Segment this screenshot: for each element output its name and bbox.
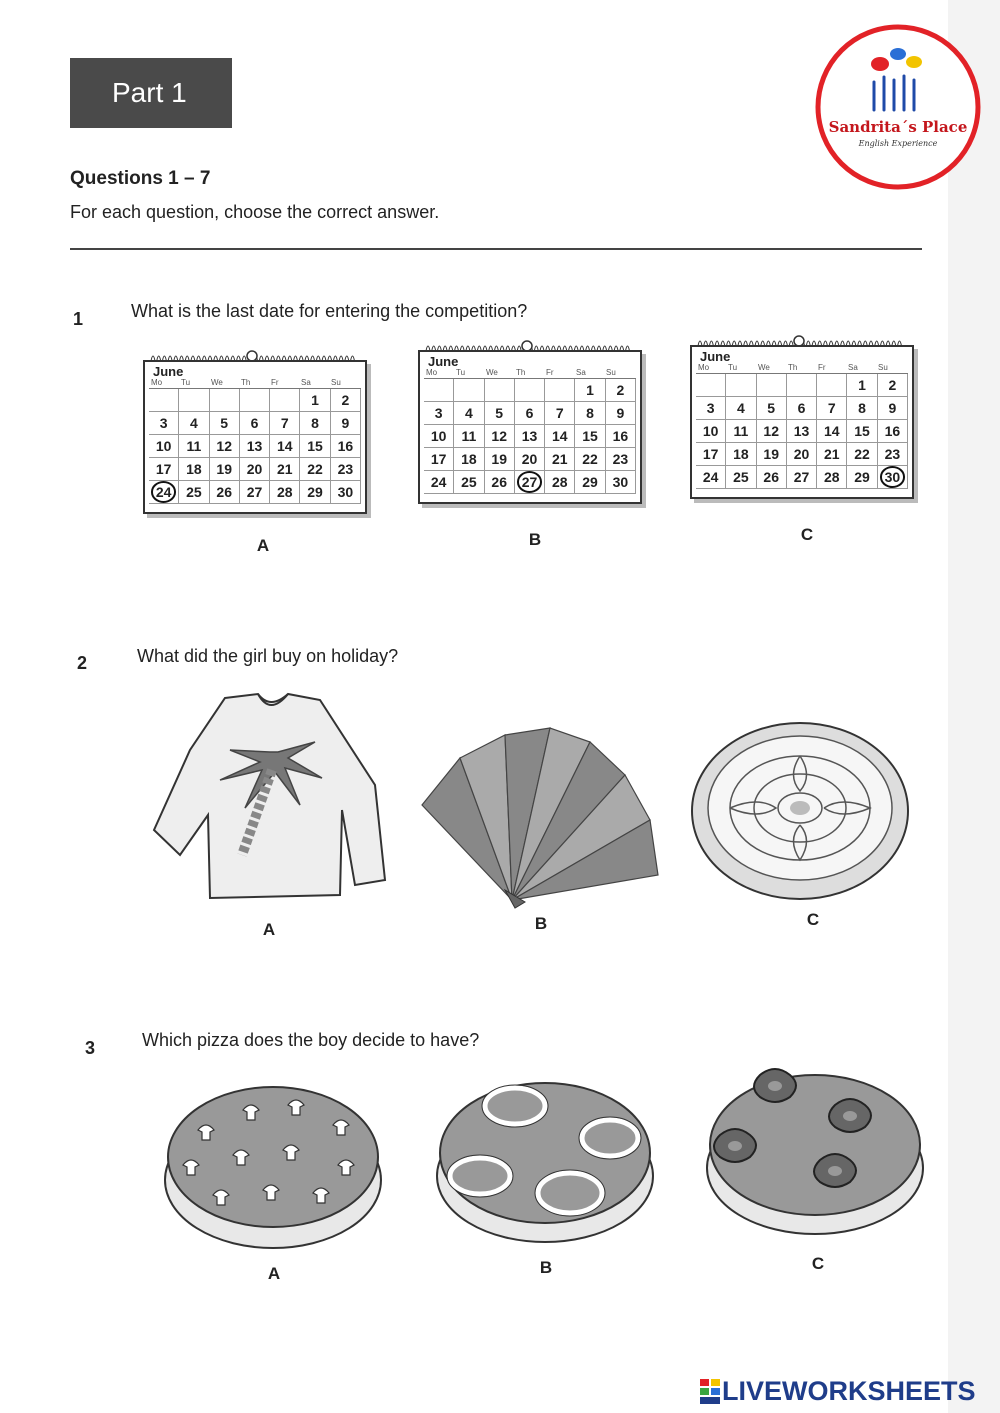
calendar-day-number: 5 [495, 405, 504, 421]
calendar-day [545, 448, 575, 471]
calendar-day [424, 425, 454, 448]
calendar-day [424, 379, 454, 402]
calendar-day-number: 26 [491, 474, 507, 490]
calendar-day-number: 9 [888, 400, 897, 416]
weekday-label: Su [606, 368, 616, 377]
calendar-day [757, 374, 787, 397]
calendar-day [515, 425, 545, 448]
weekday-label: Sa [848, 363, 858, 372]
q2-option-b-letter[interactable]: B [534, 914, 548, 933]
calendar-day-number: 2 [888, 377, 897, 393]
calendar-day [696, 443, 726, 466]
calendar-day [878, 397, 908, 420]
calendar-day [696, 397, 726, 420]
folding-fan-image[interactable] [420, 720, 665, 910]
calendar-day [575, 402, 605, 425]
divider [70, 248, 922, 250]
calendar-day [424, 402, 454, 425]
question-3-number: 3 [85, 1038, 96, 1058]
sandritas-place-logo [808, 22, 988, 192]
calendar-option-a[interactable] [143, 350, 368, 520]
calendar-day [270, 481, 300, 504]
calendar-day [575, 471, 605, 494]
calendar-weekdays [151, 378, 361, 387]
calendar-day [787, 397, 817, 420]
calendar-day [210, 389, 240, 412]
calendar-day-number: 29 [582, 474, 598, 490]
calendar-day [696, 374, 726, 397]
calendar-day [300, 412, 330, 435]
weekday-label: Th [788, 363, 798, 372]
weekday-label: Su [878, 363, 888, 372]
calendar-day [817, 466, 847, 489]
calendar-day-number: 3 [706, 400, 715, 416]
calendar-day-number: 4 [465, 405, 473, 421]
calendar-day-number: 30 [880, 466, 906, 488]
weekday-label: Mo [151, 378, 163, 387]
calendar-day-number: 18 [461, 451, 477, 467]
calendar-day [787, 374, 817, 397]
calendar-day [331, 389, 361, 412]
calendar-page [418, 350, 642, 504]
calendar-day [300, 481, 330, 504]
calendar-day-number: 24 [430, 474, 447, 490]
q2-option-c-letter[interactable]: C [806, 910, 820, 929]
calendar-day-number: 8 [858, 400, 866, 416]
calendar-day-number: 19 [491, 451, 507, 467]
calendar-day-number: 16 [337, 438, 354, 454]
pepper-pizza-image[interactable] [700, 1060, 935, 1240]
calendar-day [515, 402, 545, 425]
calendar-day-number: 1 [858, 377, 866, 393]
calendar-day-circled [878, 466, 908, 489]
calendar-day-number: 3 [434, 405, 443, 421]
calendar-day [485, 402, 515, 425]
calendar-weekdays [426, 368, 636, 377]
calendar-day-number: 11 [186, 438, 202, 454]
calendar-day-number: 10 [702, 423, 719, 439]
calendar-day-number: 29 [307, 484, 323, 500]
q3-option-a-letter[interactable]: A [267, 1264, 281, 1283]
calendar-day [240, 481, 270, 504]
calendar-day [575, 425, 605, 448]
calendar-day [847, 397, 877, 420]
part-tab: Part 1 [70, 58, 232, 128]
weekday-label: Tu [181, 378, 191, 387]
calendar-day-number: 18 [186, 461, 202, 477]
calendar-day [817, 420, 847, 443]
question-3-text: Which pizza does the boy decide to have? [142, 1030, 480, 1050]
calendar-grid [149, 388, 361, 504]
logo-title: Sandrita´s Place [828, 118, 968, 136]
calendar-day-number: 14 [276, 438, 293, 454]
calendar-day-number: 16 [612, 428, 629, 444]
calendar-day [515, 379, 545, 402]
calendar-day-number: 17 [430, 451, 447, 467]
calendar-day-circled [149, 481, 179, 504]
calendar-day-number: 18 [733, 446, 749, 462]
decorated-plate-image[interactable] [688, 716, 913, 906]
calendar-day-number: 19 [216, 461, 232, 477]
calendar-day [179, 435, 209, 458]
weekday-label: Tu [456, 368, 466, 377]
calendar-day [240, 412, 270, 435]
calendar-day-number: 23 [612, 451, 629, 467]
calendar-day [485, 425, 515, 448]
calendar-day [817, 374, 847, 397]
calendar-day-number: 8 [586, 405, 594, 421]
palm-tree-shirt-image[interactable] [150, 690, 390, 905]
q1-option-b-letter[interactable]: B [528, 530, 542, 549]
calendar-day-number: 17 [155, 461, 172, 477]
calendar-month: June [428, 354, 459, 369]
calendar-day-number: 12 [491, 428, 507, 444]
calendar-day-number: 4 [737, 400, 745, 416]
calendar-day [149, 435, 179, 458]
calendar-grid [424, 378, 636, 494]
calendar-day [787, 466, 817, 489]
calendar-day-number: 15 [582, 428, 598, 444]
calendar-day [847, 466, 877, 489]
calendar-page [690, 345, 914, 499]
calendar-day [847, 443, 877, 466]
weekday-label: Mo [698, 363, 710, 372]
calendar-day [331, 458, 361, 481]
calendar-day [878, 443, 908, 466]
calendar-day-number: 6 [525, 405, 534, 421]
weekday-label: Th [241, 378, 251, 387]
calendar-day [787, 420, 817, 443]
calendar-day-number: 10 [430, 428, 447, 444]
section-heading: Questions 1 – 7 [70, 168, 211, 189]
calendar-day [454, 379, 484, 402]
calendar-day-number: 11 [461, 428, 477, 444]
calendar-day-number: 21 [276, 461, 293, 477]
calendar-day [270, 435, 300, 458]
calendar-day [300, 435, 330, 458]
calendar-day-number: 28 [823, 469, 840, 485]
mushroom-pizza-image[interactable] [158, 1075, 393, 1255]
calendar-day-number: 22 [307, 461, 323, 477]
calendar-day-number: 2 [616, 382, 625, 398]
question-1-text: What is the last date for entering the competition? [131, 301, 528, 321]
calendar-day [485, 448, 515, 471]
calendar-day [300, 458, 330, 481]
calendar-weekdays [698, 363, 908, 372]
q3-option-b-letter[interactable]: B [539, 1258, 553, 1277]
weekday-label: Fr [818, 363, 826, 372]
calendar-day [485, 379, 515, 402]
calendar-day [240, 389, 270, 412]
calendar-day [545, 379, 575, 402]
calendar-day [606, 471, 636, 494]
calendar-day-number: 25 [733, 469, 749, 485]
calendar-day [331, 481, 361, 504]
calendar-day-number: 11 [733, 423, 749, 439]
calendar-day-number: 13 [246, 438, 263, 454]
calendar-day-number: 28 [276, 484, 293, 500]
calendar-day [149, 458, 179, 481]
weekday-label: Sa [301, 378, 311, 387]
section-instruction: For each question, choose the correct answer. [70, 202, 440, 222]
calendar-day [331, 435, 361, 458]
q1-option-c-letter[interactable]: C [800, 525, 814, 544]
calendar-day-number: 8 [311, 415, 319, 431]
calendar-day [179, 389, 209, 412]
calendar-day-number: 30 [337, 484, 354, 500]
calendar-day-number: 19 [763, 446, 779, 462]
calendar-day [545, 402, 575, 425]
calendar-day [787, 443, 817, 466]
calendar-day [696, 420, 726, 443]
calendar-day-number: 23 [337, 461, 354, 477]
calendar-day [878, 420, 908, 443]
calendar-day [179, 458, 209, 481]
q1-option-a-letter[interactable]: A [256, 536, 270, 555]
liveworksheets-icon [700, 1379, 720, 1405]
calendar-day-number: 12 [216, 438, 232, 454]
calendar-day-number: 27 [517, 471, 543, 493]
calendar-day-number: 26 [763, 469, 779, 485]
calendar-day-number: 17 [702, 446, 719, 462]
calendar-day [270, 389, 300, 412]
calendar-day [454, 471, 484, 494]
calendar-day [210, 458, 240, 481]
calendar-day-number: 24 [702, 469, 719, 485]
weekday-label: Su [331, 378, 341, 387]
calendar-day [515, 448, 545, 471]
calendar-day [847, 374, 877, 397]
calendar-day [847, 420, 877, 443]
calendar-day [179, 481, 209, 504]
calendar-day [545, 471, 575, 494]
calendar-day-number: 27 [246, 484, 263, 500]
question-1-number: 1 [73, 309, 84, 329]
question-2-text: What did the girl buy on holiday? [137, 646, 399, 666]
calendar-day [300, 389, 330, 412]
calendar-day-number: 20 [521, 451, 538, 467]
calendar-day-number: 26 [216, 484, 232, 500]
calendar-day-number: 9 [616, 405, 625, 421]
calendar-day-number: 5 [220, 415, 229, 431]
weekday-label: Sa [576, 368, 586, 377]
calendar-day-number: 22 [854, 446, 870, 462]
calendar-day [454, 448, 484, 471]
calendar-day [210, 412, 240, 435]
calendar-day-number: 13 [521, 428, 538, 444]
calendar-day-circled [515, 471, 545, 494]
weekday-label: Mo [426, 368, 438, 377]
calendar-day [485, 471, 515, 494]
calendar-day-number: 15 [307, 438, 323, 454]
calendar-day [331, 412, 361, 435]
weekday-label: Fr [546, 368, 554, 377]
calendar-day [424, 471, 454, 494]
calendar-day-number: 10 [155, 438, 172, 454]
calendar-day-number: 7 [555, 405, 564, 421]
calendar-day-number: 1 [311, 392, 319, 408]
calendar-day [726, 397, 756, 420]
calendar-day [757, 397, 787, 420]
calendar-day-number: 29 [854, 469, 870, 485]
calendar-option-b[interactable] [418, 340, 643, 510]
calendar-day-number: 3 [159, 415, 168, 431]
weekday-label: Fr [271, 378, 279, 387]
weekday-label: We [486, 368, 498, 377]
calendar-day [240, 435, 270, 458]
calendar-day [817, 397, 847, 420]
calendar-day [210, 435, 240, 458]
calendar-day-number: 14 [551, 428, 568, 444]
question-2-number: 2 [77, 653, 88, 673]
weekday-label: We [758, 363, 770, 372]
calendar-day [179, 412, 209, 435]
calendar-day [270, 458, 300, 481]
calendar-day [575, 448, 605, 471]
calendar-day [606, 379, 636, 402]
weekday-label: Tu [728, 363, 738, 372]
calendar-day-number: 20 [793, 446, 810, 462]
calendar-day-number: 27 [793, 469, 810, 485]
calendar-day [726, 374, 756, 397]
calendar-day [210, 481, 240, 504]
calendar-day [878, 374, 908, 397]
calendar-day [726, 420, 756, 443]
calendar-day [149, 412, 179, 435]
calendar-option-c[interactable] [690, 335, 915, 505]
calendar-day [545, 425, 575, 448]
q3-option-c-letter[interactable]: C [811, 1254, 825, 1273]
calendar-day-number: 25 [186, 484, 202, 500]
q2-option-a-letter[interactable]: A [262, 920, 276, 939]
calendar-month: June [700, 349, 731, 364]
calendar-day [454, 402, 484, 425]
calendar-day [575, 379, 605, 402]
calendar-day-number: 12 [763, 423, 779, 439]
weekday-label: Th [516, 368, 526, 377]
calendar-day [270, 412, 300, 435]
calendar-grid [696, 373, 908, 489]
calendar-day-number: 22 [582, 451, 598, 467]
calendar-day-number: 7 [827, 400, 836, 416]
calendar-day-number: 13 [793, 423, 810, 439]
calendar-day-number: 21 [823, 446, 840, 462]
calendar-page [143, 360, 367, 514]
calendar-day-number: 4 [190, 415, 198, 431]
calendar-day [606, 448, 636, 471]
calendar-day-number: 30 [612, 474, 629, 490]
page-edge-shadow [948, 0, 1000, 1413]
calendar-day [757, 466, 787, 489]
calendar-day-number: 1 [586, 382, 594, 398]
calendar-day [454, 425, 484, 448]
calendar-day-number: 21 [551, 451, 568, 467]
calendar-day-number: 5 [767, 400, 776, 416]
liveworksheets-brand: LIVEWORKSHEETS [722, 1376, 976, 1406]
calendar-day-number: 14 [823, 423, 840, 439]
calendar-day [240, 458, 270, 481]
calendar-day-number: 7 [280, 415, 289, 431]
calendar-day-number: 15 [854, 423, 870, 439]
calendar-day [817, 443, 847, 466]
calendar-day [757, 420, 787, 443]
calendar-day [606, 425, 636, 448]
calendar-day-number: 24 [151, 481, 177, 503]
logo-subtitle: English Experience [858, 139, 938, 148]
calendar-day [606, 402, 636, 425]
calendar-day-number: 23 [884, 446, 901, 462]
calendar-day [424, 448, 454, 471]
calendar-day-number: 28 [551, 474, 568, 490]
calendar-day [726, 443, 756, 466]
onion-ring-pizza-image[interactable] [430, 1068, 665, 1248]
weekday-label: We [211, 378, 223, 387]
calendar-day [726, 466, 756, 489]
calendar-day-number: 2 [341, 392, 350, 408]
calendar-day-number: 6 [797, 400, 806, 416]
calendar-day-number: 16 [884, 423, 901, 439]
calendar-day-number: 6 [250, 415, 259, 431]
calendar-day [149, 389, 179, 412]
calendar-day-number: 9 [341, 415, 350, 431]
calendar-day [757, 443, 787, 466]
calendar-day-number: 25 [461, 474, 477, 490]
calendar-day [696, 466, 726, 489]
calendar-month: June [153, 364, 184, 379]
calendar-day-number: 20 [246, 461, 263, 477]
